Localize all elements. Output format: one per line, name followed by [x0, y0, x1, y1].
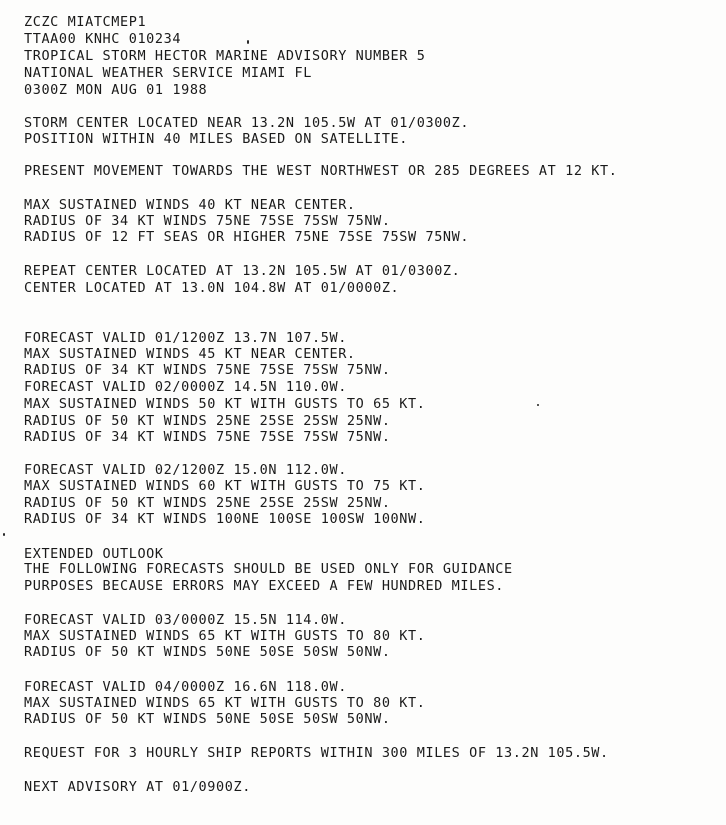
winds-line: RADIUS OF 12 FT SEAS OR HIGHER 75NE 75SE 75SW 75NW. — [24, 229, 470, 245]
forecast-line: RADIUS OF 34 KT WINDS 75NE 75SE 75SW 75NW. — [24, 429, 391, 445]
header-line: 0300Z MON AUG 01 1988 — [24, 82, 208, 98]
forecast-line: FORECAST VALID 02/1200Z 15.0N 112.0W. — [24, 462, 347, 478]
repeat-line: REPEAT CENTER LOCATED AT 13.2N 105.5W AT 01/0300Z. — [24, 263, 461, 279]
header-line: TTAA00 KNHC 010234 — [24, 31, 182, 47]
forecast-line: MAX SUSTAINED WINDS 60 KT WITH GUSTS TO 75 KT. — [24, 478, 426, 494]
scan-speck — [537, 404, 539, 406]
forecast-line: MAX SUSTAINED WINDS 50 KT WITH GUSTS TO 65 KT. — [24, 396, 426, 412]
forecast-line: RADIUS OF 34 KT WINDS 100NE 100SE 100SW 100NW. — [24, 511, 426, 527]
scan-speck — [247, 40, 249, 44]
forecast-line: FORECAST VALID 03/0000Z 15.5N 114.0W. — [24, 612, 347, 628]
forecast-line: RADIUS OF 50 KT WINDS 50NE 50SE 50SW 50NW. — [24, 711, 391, 727]
advisory-title: TROPICAL STORM HECTOR MARINE ADVISORY NUMBER 5 — [24, 48, 426, 64]
outlook-heading: EXTENDED OUTLOOK — [24, 546, 164, 562]
outlook-line: THE FOLLOWING FORECASTS SHOULD BE USED ONLY FOR GUIDANCE — [24, 561, 513, 577]
forecast-line: RADIUS OF 50 KT WINDS 25NE 25SE 25SW 25NW. — [24, 495, 391, 511]
forecast-line: RADIUS OF 34 KT WINDS 75NE 75SE 75SW 75NW. — [24, 362, 391, 378]
request-line: REQUEST FOR 3 HOURLY SHIP REPORTS WITHIN 300 MILES OF 13.2N 105.5W. — [24, 745, 609, 761]
forecast-line: RADIUS OF 50 KT WINDS 50NE 50SE 50SW 50NW. — [24, 644, 391, 660]
forecast-line: MAX SUSTAINED WINDS 65 KT WITH GUSTS TO 80 KT. — [24, 628, 426, 644]
forecast-line: FORECAST VALID 02/0000Z 14.5N 110.0W. — [24, 379, 347, 395]
forecast-line: RADIUS OF 50 KT WINDS 25NE 25SE 25SW 25NW. — [24, 413, 391, 429]
repeat-line: CENTER LOCATED AT 13.0N 104.8W AT 01/0000Z. — [24, 280, 400, 296]
next-advisory-line: NEXT ADVISORY AT 01/0900Z. — [24, 779, 251, 795]
winds-line: MAX SUSTAINED WINDS 40 KT NEAR CENTER. — [24, 197, 356, 213]
winds-line: RADIUS OF 34 KT WINDS 75NE 75SE 75SW 75NW. — [24, 213, 391, 229]
forecast-line: FORECAST VALID 04/0000Z 16.6N 118.0W. — [24, 679, 347, 695]
outlook-line: PURPOSES BECAUSE ERRORS MAY EXCEED A FEW HUNDRED MILES. — [24, 578, 505, 594]
forecast-line: MAX SUSTAINED WINDS 65 KT WITH GUSTS TO 80 KT. — [24, 695, 426, 711]
header-line: NATIONAL WEATHER SERVICE MIAMI FL — [24, 65, 313, 81]
position-line: STORM CENTER LOCATED NEAR 13.2N 105.5W AT 01/0300Z. — [24, 115, 470, 131]
position-line: POSITION WITHIN 40 MILES BASED ON SATELLITE. — [24, 131, 409, 147]
scan-speck — [3, 533, 5, 536]
forecast-line: MAX SUSTAINED WINDS 45 KT NEAR CENTER. — [24, 346, 356, 362]
header-line: ZCZC MIATCMEP1 — [24, 14, 147, 30]
movement-line: PRESENT MOVEMENT TOWARDS THE WEST NORTHWEST OR 285 DEGREES AT 12 KT. — [24, 163, 618, 179]
forecast-line: FORECAST VALID 01/1200Z 13.7N 107.5W. — [24, 330, 347, 346]
